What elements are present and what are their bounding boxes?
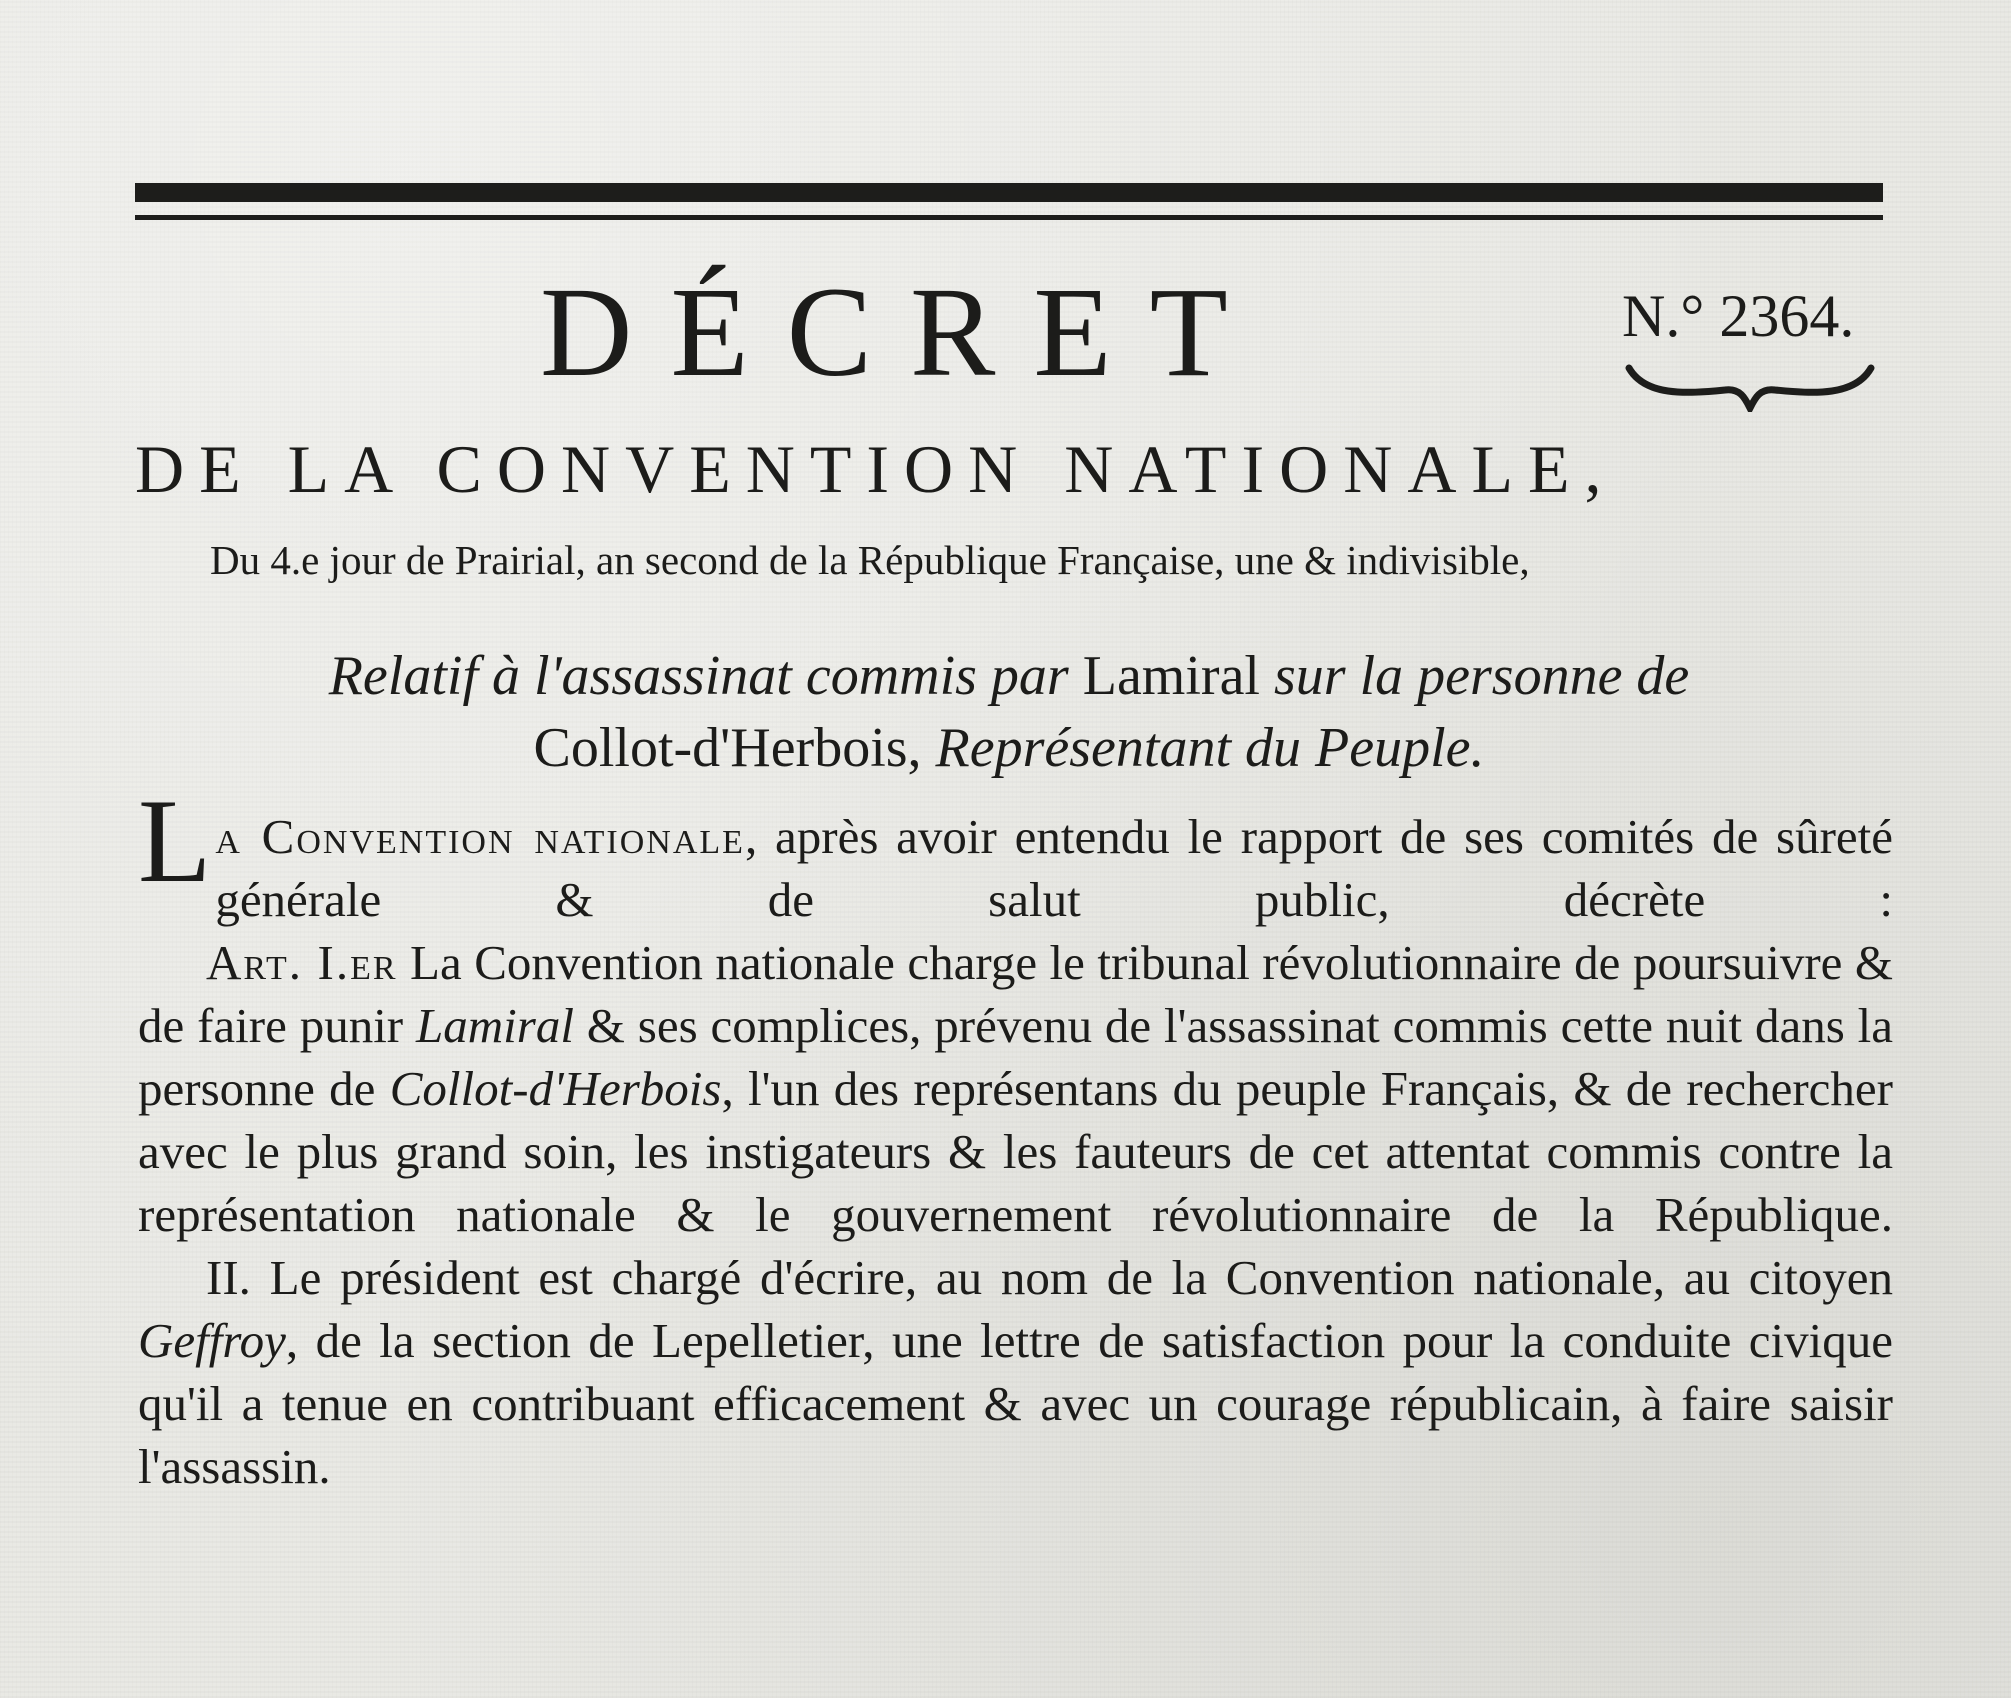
subject-text-3: Représentant du Peuple. (935, 717, 1485, 779)
article-1-text-b: & ses complices, prévenu de l'assassinat commis cette nuit dans la personne de (138, 998, 1894, 1116)
drop-cap: L (138, 774, 212, 907)
article-2-name-a: Geffroy (138, 1313, 286, 1368)
decree-body (138, 774, 1894, 1498)
article-1-label: Art. I.er (206, 935, 398, 990)
top-rule-thin (135, 215, 1883, 220)
curly-brace-ornament (1625, 360, 1875, 412)
top-rule-thick (135, 183, 1883, 202)
subject-name-1: Lamiral (1082, 645, 1260, 707)
article-2-label: II. (206, 1250, 251, 1305)
preamble-paragraph (138, 774, 1893, 931)
subject-name-2: Collot-d'Herbois, (533, 717, 922, 779)
preamble-lead: a Convention nationale (215, 809, 745, 864)
article-2-text-b: , de la section de Lepelletier, une lettre de satisfaction pour la conduite civique qu'il a tenue en contribuant efficacement & avec un courage républicain, à faire saisir l'assassin. (138, 1313, 1893, 1494)
decree-subject (135, 640, 1883, 784)
article-1-text-c: , l'un des représentans du peuple Français, & de rechercher avec le plus grand soin, les instigateurs & les fauteurs de cet attentat commis contre la représentation nationale & le gouvernement révolutionnaire de la République. (138, 1061, 1893, 1242)
article-1-name-a: Lamiral (416, 998, 574, 1053)
decree-dateline: Du 4.e jour de Prairial, an second de la République Française, une & indivisible, (210, 537, 1530, 583)
subject-text-1: Relatif à l'assassinat commis par (328, 645, 1069, 707)
article-1-name-b: Collot-d'Herbois (389, 1061, 722, 1116)
decree-subtitle: DE LA CONVENTION NATIONALE, (135, 431, 1617, 507)
article-1-text-a: La Convention nationale charge le tribunal révolutionnaire de poursuivre & de faire punir (138, 935, 1894, 1053)
article-2 (138, 1246, 1893, 1498)
preamble-text: , après avoir entendu le rapport de ses comités de sûreté générale & de salut public, décrète : (215, 809, 1893, 927)
decree-title: DÉCRET (540, 261, 1266, 403)
article-2-text-a: Le président est chargé d'écrire, au nom de la Convention nationale, au citoyen (269, 1250, 1893, 1305)
subject-text-2: sur la personne de (1273, 645, 1690, 707)
article-1 (138, 931, 1893, 1246)
decree-number: N.° 2364. (1622, 283, 1855, 349)
